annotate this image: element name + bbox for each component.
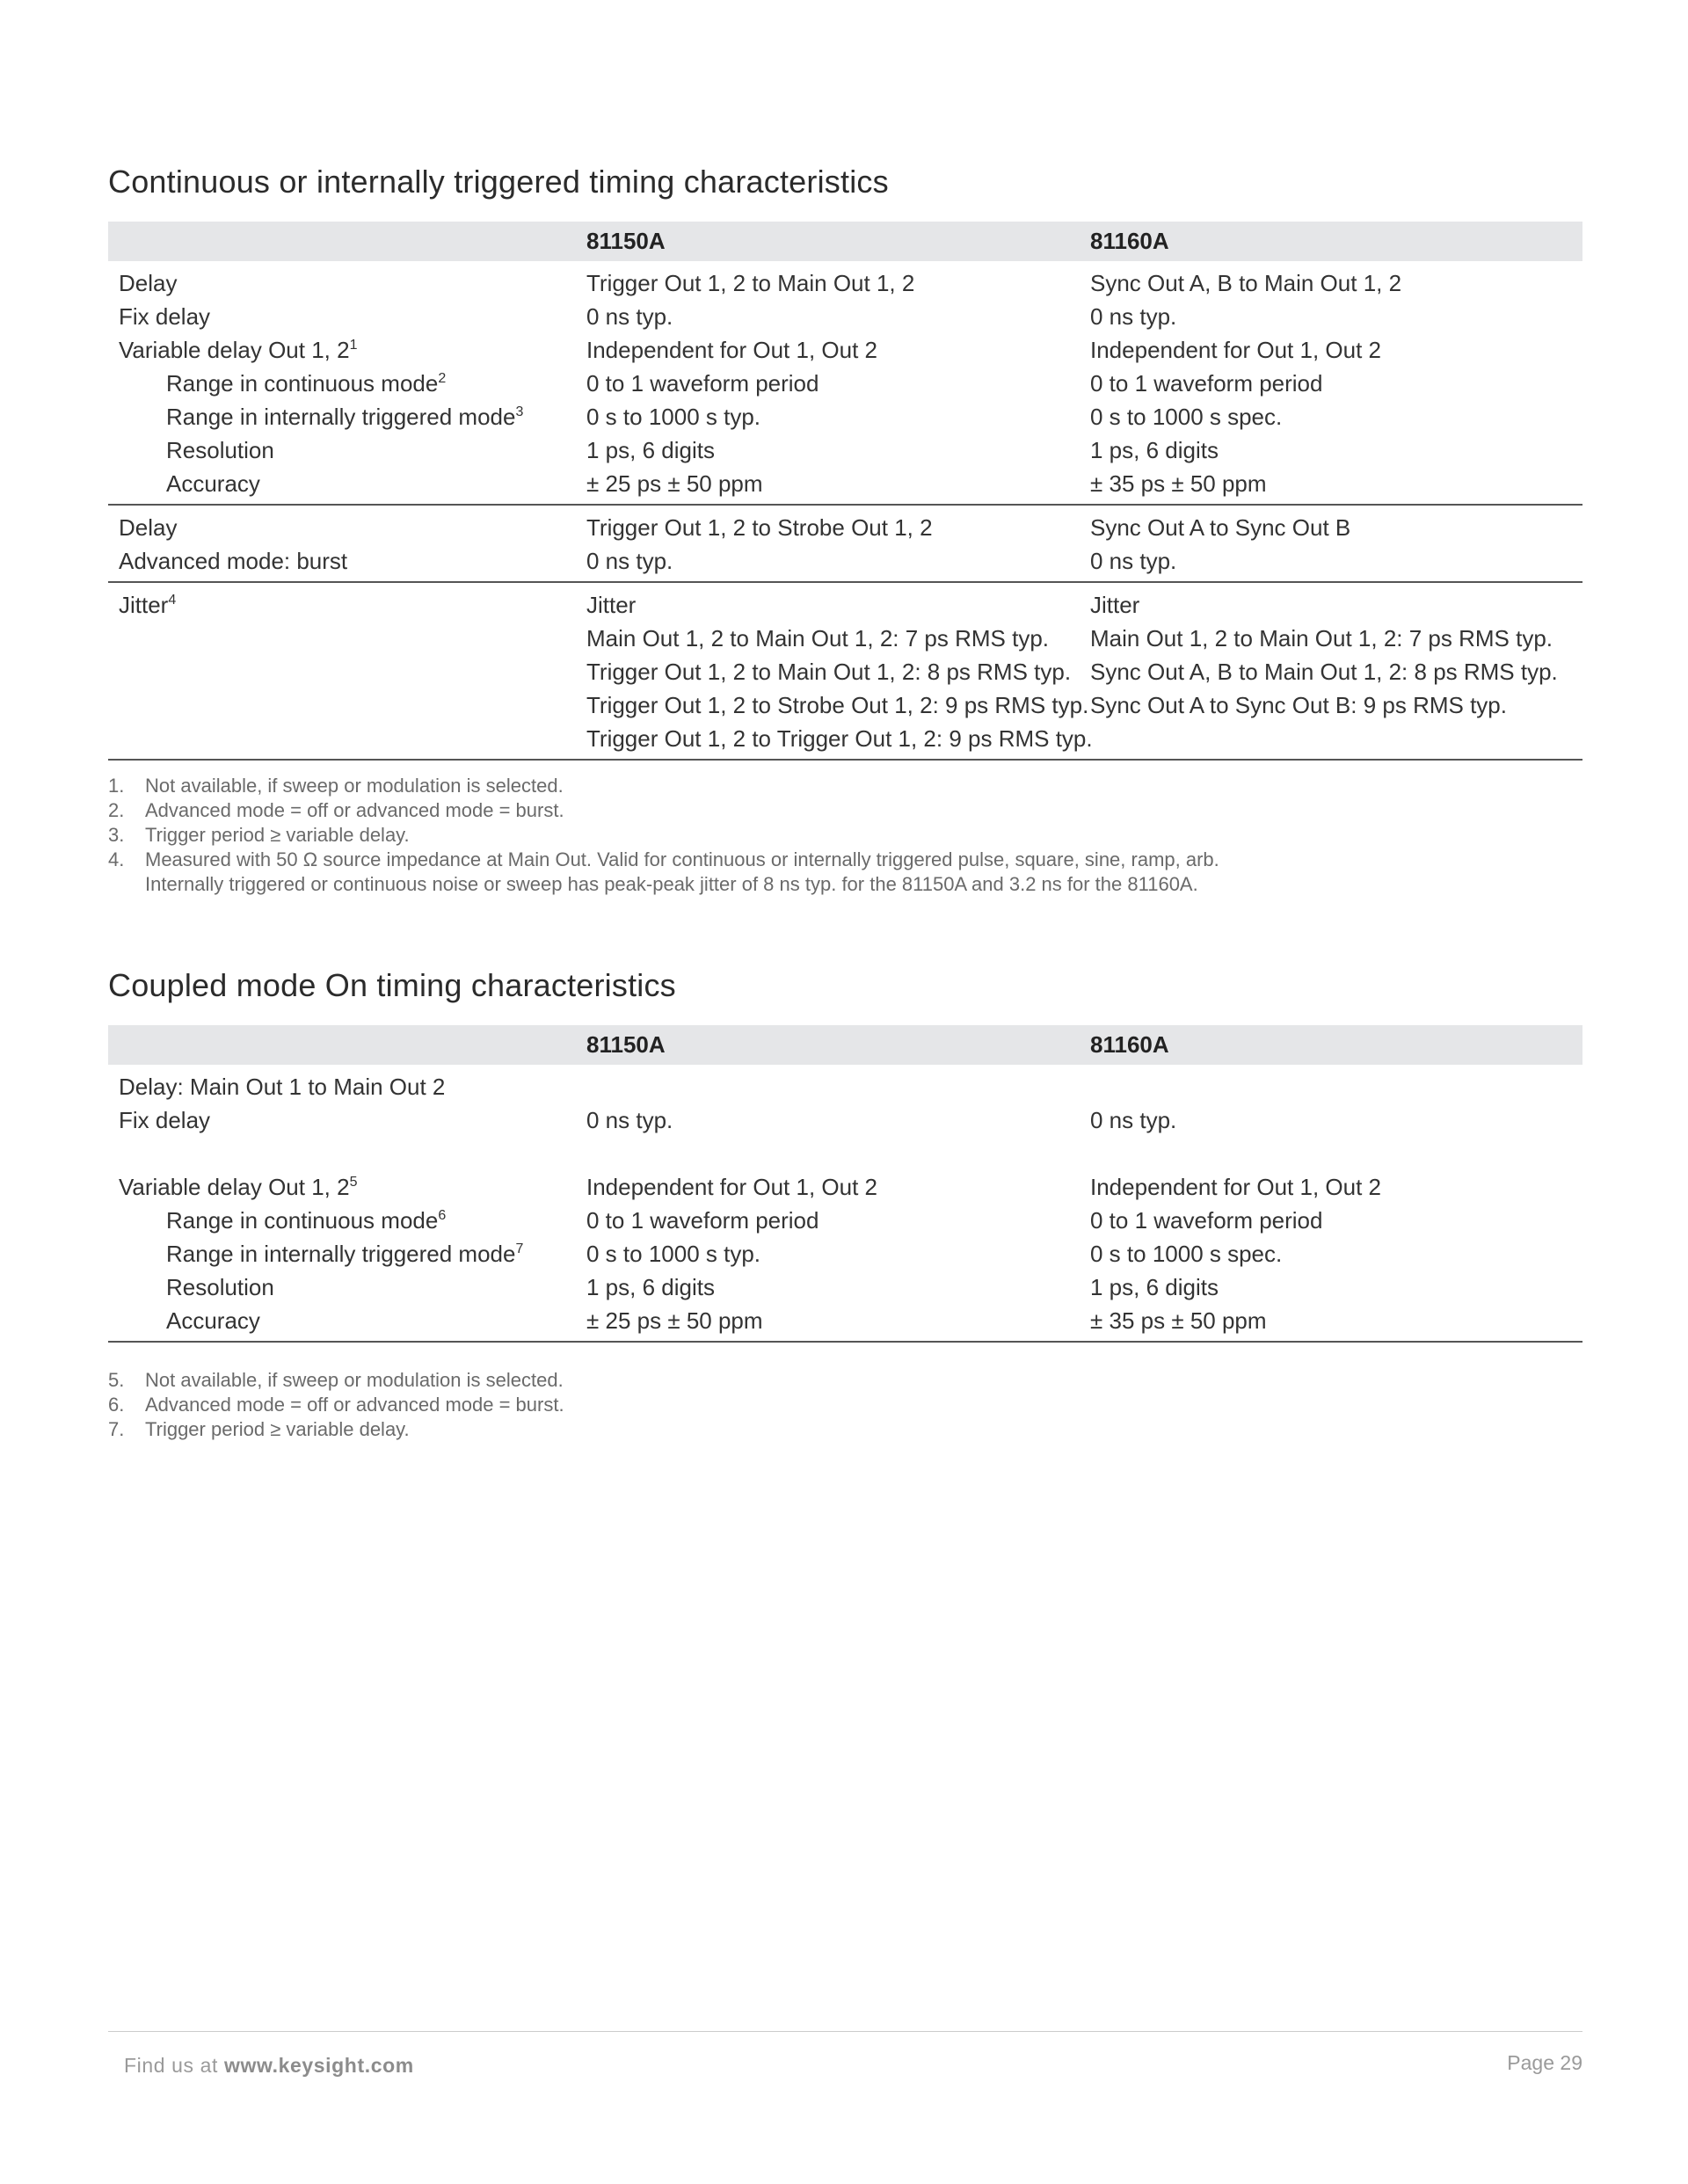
value-line: 0 s to 1000 s typ. — [586, 404, 761, 430]
param-fix-delay: Fix delay — [119, 1107, 211, 1133]
value-line: 1 ps, 6 digits — [1090, 437, 1219, 463]
parameter-cell — [108, 505, 576, 582]
param-accuracy: Accuracy — [166, 470, 260, 497]
header-cell-81150a: 81150A — [576, 1025, 1080, 1065]
value-line: 0 s to 1000 s spec. — [1090, 1241, 1283, 1267]
spacer — [1090, 1137, 1582, 1170]
spacer — [119, 1137, 576, 1170]
param-range-internal: Range in internally triggered mode$^7$ — [166, 1241, 524, 1267]
value-line: Main Out 1, 2 to Main Out 1, 2: 7 ps RMS typ. — [586, 625, 1050, 652]
footnote-ref: 6 — [438, 1208, 447, 1223]
value-line: 0 to 1 waveform period — [586, 370, 819, 397]
footnote-7: 7. Trigger period ≥ variable delay. — [108, 1418, 410, 1440]
value-line: 0 ns typ. — [586, 548, 673, 574]
value-line: 1 ps, 6 digits — [586, 1274, 715, 1300]
value-line: Independent for Out 1, Out 2 — [586, 337, 878, 363]
param-range-internal: Range in internally triggered mode$^3$ — [166, 404, 524, 430]
value-line: ± 35 ps ± 50 ppm — [1090, 1307, 1267, 1334]
value-line: ± 25 ps ± 50 ppm — [586, 1307, 763, 1334]
footnote-5: 5. Not available, if sweep or modulation is selected. — [108, 1369, 564, 1391]
header-cell-parameter — [108, 1025, 576, 1065]
table-row-delay-group — [108, 261, 1582, 505]
footer-find-us: Find us at www.keysight.com — [124, 2054, 414, 2077]
value-line: 0 s to 1000 s typ. — [586, 1241, 761, 1267]
footnote-2: 2. Advanced mode = off or advanced mode = burst. — [108, 799, 564, 821]
value-line: 0 ns typ. — [586, 1107, 673, 1133]
param-delay: Delay — [119, 514, 178, 541]
value-cell-81150a — [576, 505, 1080, 582]
table-row-coupled-group — [108, 1065, 1582, 1342]
value-cell-81160a — [1080, 582, 1582, 760]
value-line: Independent for Out 1, Out 2 — [586, 1174, 878, 1200]
table-row-burst-group — [108, 505, 1582, 582]
value-cell-81160a — [1080, 261, 1582, 505]
footnote-4: 4. Measured with 50 Ω source impedance at Main Out. Valid for continuous or internally triggered pulse, square, sine, ramp, arb. — [108, 848, 1219, 870]
value-line: Sync Out A, B to Main Out 1, 2 — [1090, 270, 1402, 296]
value-line: Trigger Out 1, 2 to Strobe Out 1, 2: 9 ps RMS typ. — [586, 692, 1089, 718]
value-line: 0 ns typ. — [1090, 548, 1177, 574]
param-advanced-mode: Advanced mode: burst — [119, 548, 348, 574]
timing-table-continuous — [108, 222, 1582, 761]
value-line: Sync Out A, B to Main Out 1, 2: 8 ps RMS typ. — [1090, 659, 1558, 685]
value-line: Sync Out A to Sync Out B: 9 ps RMS typ. — [1090, 692, 1507, 718]
value-line: Sync Out A to Sync Out B — [1090, 514, 1351, 541]
param-accuracy: Accuracy — [166, 1307, 260, 1334]
parameter-cell — [108, 1065, 576, 1342]
value-line: 0 to 1 waveform period — [1090, 370, 1323, 397]
value-cell-81150a — [576, 582, 1093, 760]
value-line: Trigger Out 1, 2 to Main Out 1, 2 — [586, 270, 915, 296]
footnotes-section-1 — [108, 774, 1219, 897]
value-cell-81150a — [576, 261, 1080, 505]
value-line: Jitter — [586, 592, 637, 618]
header-cell-81150a: 81150A — [576, 222, 1080, 261]
spacer — [586, 1137, 1080, 1170]
value-line: 0 s to 1000 s spec. — [1090, 404, 1283, 430]
value-line: 0 to 1 waveform period — [1090, 1207, 1323, 1234]
value-line: Jitter — [1090, 592, 1140, 618]
value-line: ± 35 ps ± 50 ppm — [1090, 470, 1267, 497]
footnote-6: 6. Advanced mode = off or advanced mode = burst. — [108, 1394, 564, 1416]
value-line: Main Out 1, 2 to Main Out 1, 2: 7 ps RMS typ. — [1090, 625, 1553, 652]
footnote-ref: 1 — [349, 338, 358, 353]
value-line: 0 to 1 waveform period — [586, 1207, 819, 1234]
table-header-row — [108, 222, 1582, 261]
parameter-cell — [108, 582, 576, 760]
footnote-4-continuation: Internally triggered or continuous noise or sweep has peak-peak jitter of 8 ns typ. for the 81150A and 3.2 ns for the 81160A. — [145, 873, 1198, 895]
timing-table-coupled — [108, 1025, 1582, 1343]
param-range-continuous: Range in continuous mode$^2$ — [166, 370, 447, 397]
param-jitter: Jitter$^4$ — [119, 592, 177, 618]
value-cell-81160a — [1080, 505, 1582, 582]
value-line: 0 ns typ. — [1090, 1107, 1177, 1133]
footnote-1: 1. Not available, if sweep or modulation is selected. — [108, 775, 564, 797]
footnote-ref: 7 — [515, 1241, 524, 1256]
value-line: ± 25 ps ± 50 ppm — [586, 470, 763, 497]
value-line: Independent for Out 1, Out 2 — [1090, 337, 1382, 363]
value-line: 0 ns typ. — [586, 303, 673, 330]
header-cell-parameter — [108, 222, 576, 261]
footnote-ref: 5 — [349, 1175, 358, 1190]
footer-divider — [108, 2031, 1582, 2032]
value-line: Trigger Out 1, 2 to Main Out 1, 2: 8 ps RMS typ. — [586, 659, 1072, 685]
spacer — [586, 1070, 1080, 1103]
param-resolution: Resolution — [166, 1274, 274, 1300]
footnote-ref: 2 — [438, 371, 447, 386]
header-cell-81160a: 81160A — [1080, 1025, 1582, 1065]
page-number: Page 29 — [1507, 2051, 1582, 2074]
header-cell-81160a: 81160A — [1080, 222, 1582, 261]
param-variable-delay: Variable delay Out 1, $2^5$ — [119, 1174, 358, 1200]
param-fix-delay: Fix delay — [119, 303, 211, 330]
table-row-jitter-group — [108, 582, 1582, 760]
value-line: 1 ps, 6 digits — [1090, 1274, 1219, 1300]
footer-website-link[interactable]: www.keysight.com — [224, 2054, 414, 2077]
spacer — [1090, 1070, 1582, 1103]
parameter-cell — [108, 261, 576, 505]
footnote-3: 3. Trigger period ≥ variable delay. — [108, 824, 410, 846]
value-line: 0 ns typ. — [1090, 303, 1177, 330]
param-delay-main: Delay: Main Out 1 to Main Out 2 — [119, 1074, 446, 1100]
footnote-ref: 3 — [515, 404, 524, 419]
value-cell-81160a — [1080, 1065, 1582, 1342]
section-title-coupled: Coupled mode On timing characteristics — [108, 967, 676, 1003]
footnote-ref: 4 — [168, 593, 177, 608]
param-delay: Delay — [119, 270, 178, 296]
value-line: Trigger Out 1, 2 to Strobe Out 1, 2 — [586, 514, 933, 541]
value-line: 1 ps, 6 digits — [586, 437, 715, 463]
param-resolution: Resolution — [166, 437, 274, 463]
value-cell-81150a — [576, 1065, 1080, 1342]
value-line: Trigger Out 1, 2 to Trigger Out 1, 2: 9 ps RMS typ. — [586, 725, 1093, 752]
value-line: Independent for Out 1, Out 2 — [1090, 1174, 1382, 1200]
section-title-continuous: Continuous or internally triggered timing characteristics — [108, 164, 889, 200]
param-variable-delay: Variable delay Out 1, $2^1$ — [119, 337, 358, 363]
table-header-row — [108, 1025, 1582, 1065]
param-range-continuous: Range in continuous mode$^6$ — [166, 1207, 447, 1234]
footnotes-section-2 — [108, 1368, 564, 1442]
